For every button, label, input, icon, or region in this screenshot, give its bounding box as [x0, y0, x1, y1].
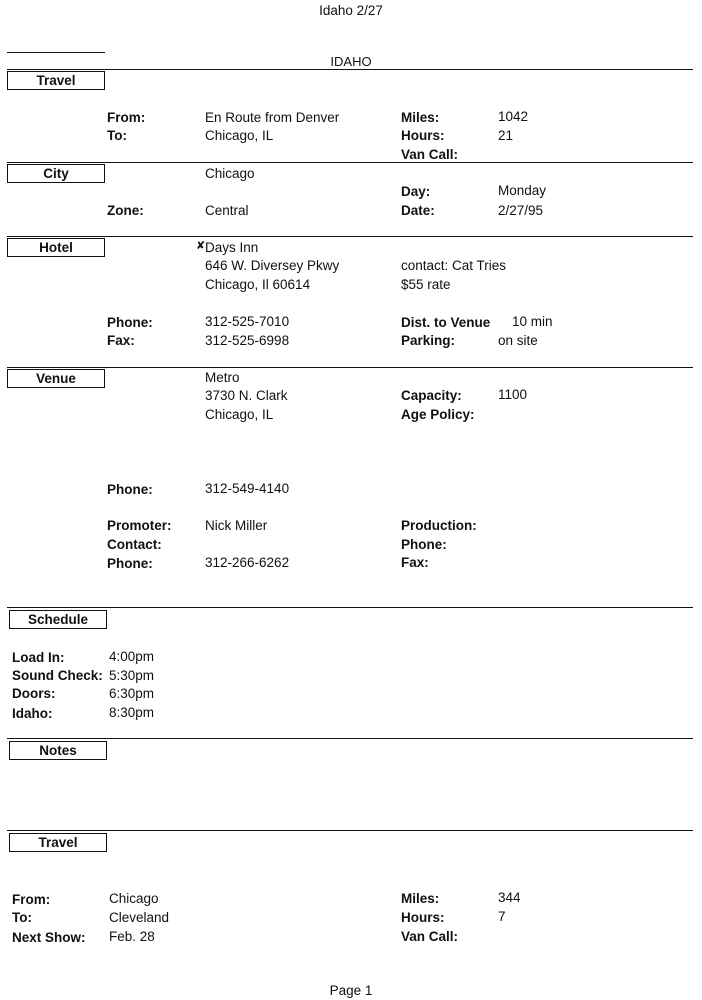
schedule-doors-label: Doors: [12, 686, 56, 701]
next-from-value: Chicago [109, 891, 159, 906]
section-label-notes: Notes [9, 741, 107, 760]
schedule-idaho-time: 8:30pm [109, 705, 155, 720]
production-fax-label: Fax: [401, 555, 429, 570]
city-name: Chicago [205, 166, 255, 181]
checkmark-icon: ✘ [196, 240, 206, 252]
from-value: En Route from Denver [205, 110, 340, 125]
section-rule [7, 236, 693, 237]
day-value: Monday [498, 183, 547, 198]
section-label-next-travel: Travel [9, 833, 107, 852]
next-miles-value: 344 [498, 890, 521, 905]
next-van-call-label: Van Call: [401, 929, 459, 944]
venue-address-line1: 3730 N. Clark [205, 388, 288, 403]
hotel-name: Days Inn [205, 240, 259, 255]
parking-value: on site [498, 333, 538, 348]
next-from-label: From: [12, 892, 51, 907]
venue-phone-label: Phone: [107, 482, 153, 497]
production-phone-label: Phone: [401, 537, 447, 552]
divider [7, 52, 105, 53]
to-label: To: [107, 128, 127, 143]
hotel-address-line1: 646 W. Diversey Pkwy [205, 258, 340, 273]
section-label-hotel: Hotel [7, 238, 105, 257]
schedule-load-in-time: 4:00pm [109, 649, 155, 664]
section-label-schedule: Schedule [9, 610, 107, 629]
promoter-value: Nick Miller [205, 518, 268, 533]
production-label: Production: [401, 518, 477, 533]
date-value: 2/27/95 [498, 203, 544, 218]
section-label-travel: Travel [7, 71, 105, 90]
day-label: Day: [401, 184, 431, 199]
hotel-phone-label: Phone: [107, 315, 153, 330]
hours-label: Hours: [401, 128, 445, 143]
next-to-value: Cleveland [109, 910, 170, 925]
age-policy-label: Age Policy: [401, 407, 475, 422]
from-label: From: [107, 110, 146, 125]
parking-label: Parking: [401, 333, 456, 348]
page-header: Idaho 2/27 [319, 3, 383, 18]
promoter-phone-value: 312-266-6262 [205, 555, 290, 570]
van-call-label: Van Call: [401, 147, 459, 162]
miles-label: Miles: [401, 110, 440, 125]
promoter-contact-label: Contact: [107, 537, 162, 552]
hotel-fax-label: Fax: [107, 333, 135, 348]
dist-to-venue-label: Dist. to Venue [401, 315, 491, 330]
next-hours-value: 7 [498, 909, 506, 924]
zone-label: Zone: [107, 203, 144, 218]
section-rule [7, 69, 693, 70]
schedule-sound-check-label: Sound Check: [12, 668, 103, 683]
next-to-label: To: [12, 910, 32, 925]
schedule-load-in-label: Load In: [12, 650, 65, 665]
promoter-phone-label: Phone: [107, 556, 153, 571]
capacity-label: Capacity: [401, 388, 462, 403]
section-label-venue: Venue [7, 369, 105, 388]
promoter-label: Promoter: [107, 518, 172, 533]
next-miles-label: Miles: [401, 891, 440, 906]
hotel-phone-value: 312-525-7010 [205, 314, 290, 329]
section-label-city: City [7, 164, 105, 183]
to-value: Chicago, IL [205, 128, 274, 143]
section-rule [7, 162, 693, 163]
schedule-idaho-label: Idaho: [12, 706, 53, 721]
section-rule [7, 607, 693, 608]
next-hours-label: Hours: [401, 910, 445, 925]
hotel-fax-value: 312-525-6998 [205, 333, 290, 348]
hours-value: 21 [498, 128, 514, 143]
miles-value: 1042 [498, 109, 529, 124]
venue-name: Metro [205, 370, 240, 385]
dist-to-venue-value: 10 min [512, 314, 553, 329]
next-show-value: Feb. 28 [109, 929, 155, 944]
date-label: Date: [401, 203, 435, 218]
band-name: IDAHO [330, 54, 372, 69]
hotel-address-line2: Chicago, Il 60614 [205, 277, 311, 292]
schedule-sound-check-time: 5:30pm [109, 668, 155, 683]
hotel-contact: contact: Cat Tries [401, 258, 507, 273]
section-rule [7, 830, 693, 831]
section-rule [7, 738, 693, 739]
next-show-label: Next Show: [12, 930, 86, 945]
capacity-value: 1100 [498, 387, 528, 402]
venue-address-line2: Chicago, IL [205, 407, 274, 422]
page-number: Page 1 [329, 983, 373, 998]
schedule-doors-time: 6:30pm [109, 686, 155, 701]
venue-phone-value: 312-549-4140 [205, 481, 290, 496]
section-rule [7, 367, 693, 368]
hotel-rate: $55 rate [401, 277, 451, 292]
zone-value: Central [205, 203, 249, 218]
